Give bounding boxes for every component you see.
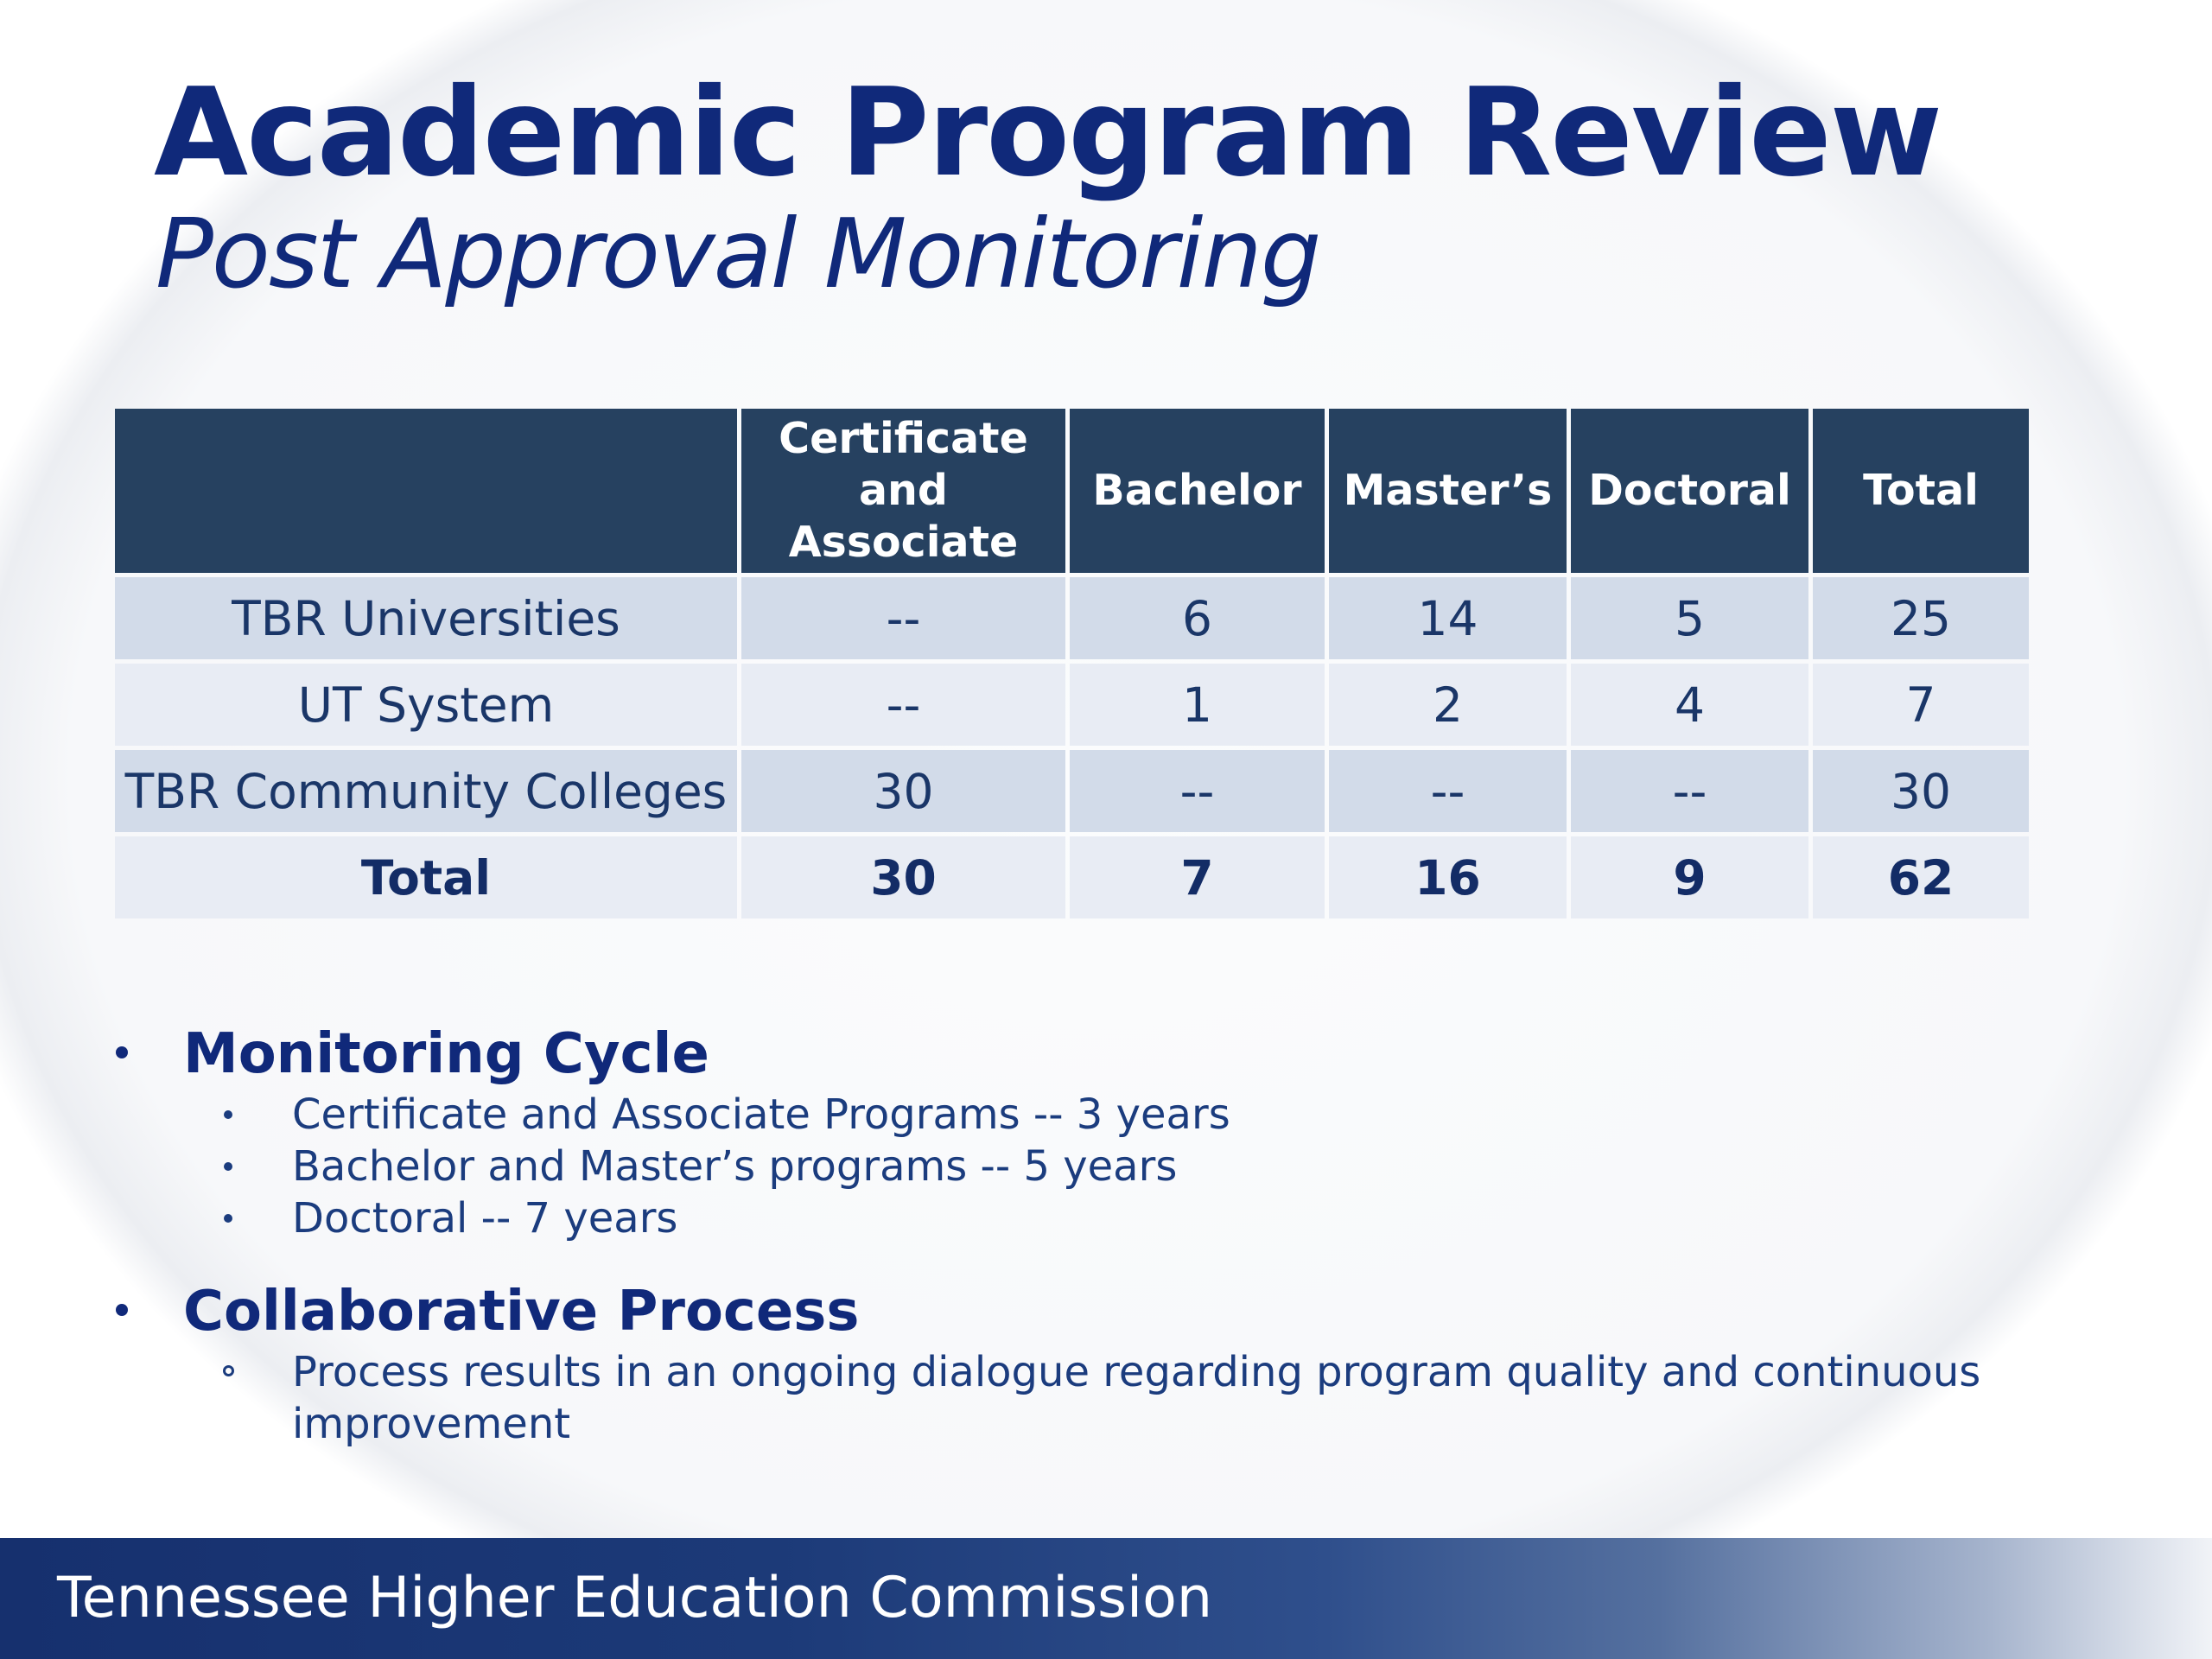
table-cell: --: [741, 664, 1065, 746]
footer-organization-name: Tennessee Higher Education Commission: [57, 1566, 1213, 1630]
bullet-list: [111, 1020, 1981, 1450]
bullet-heading: Collaborative Process: [183, 1280, 860, 1344]
bullet-icon: [224, 1214, 232, 1223]
table-cell: --: [1329, 750, 1567, 832]
list-item: [111, 1089, 1968, 1141]
table-cell: 5: [1571, 577, 1808, 659]
table-cell: 30: [741, 750, 1065, 832]
list-item-text: Certificate and Associate Programs -- 3 years: [292, 1090, 1230, 1139]
header-certificate-associate: Certificate and Associate: [741, 409, 1065, 573]
row-label: TBR Community Colleges: [115, 750, 737, 832]
bullet-icon: [224, 1110, 232, 1119]
table-row: [115, 577, 2029, 659]
slide-subtitle: Post Approval Monitoring: [156, 199, 1320, 310]
bullet-icon: [116, 1304, 128, 1316]
header-empty: [115, 409, 737, 573]
table-cell: 7: [1070, 836, 1325, 918]
table-header-row: [115, 409, 2029, 573]
hollow-bullet-icon: [223, 1365, 234, 1376]
table-cell: 30: [741, 836, 1065, 918]
footer-bar: [0, 1538, 2212, 1659]
table-cell: 16: [1329, 836, 1567, 918]
table-cell: --: [1070, 750, 1325, 832]
header-total: Total: [1813, 409, 2029, 573]
bullet-icon: [116, 1046, 128, 1058]
list-item-text: Doctoral -- 7 years: [292, 1194, 678, 1243]
table-cell: 1: [1070, 664, 1325, 746]
program-table: [111, 404, 2033, 923]
table-cell: --: [741, 577, 1065, 659]
table-cell: --: [1571, 750, 1808, 832]
table-cell: 30: [1813, 750, 2029, 832]
table-total-row: [115, 836, 2029, 918]
header-bachelor: Bachelor: [1070, 409, 1325, 573]
table-cell: 2: [1329, 664, 1567, 746]
header-doctoral: Doctoral: [1571, 409, 1808, 573]
table-cell: 7: [1813, 664, 2029, 746]
table-cell: 6: [1070, 577, 1325, 659]
list-item: [111, 1141, 1968, 1192]
table-row: [115, 664, 2029, 746]
table-cell: 25: [1813, 577, 2029, 659]
slide-title: Academic Program Review: [154, 62, 1942, 204]
list-item-text: Bachelor and Master’s programs -- 5 years: [292, 1142, 1178, 1191]
bullet-icon: [224, 1162, 232, 1171]
list-item: [111, 1346, 2012, 1450]
list-item-text: Process results in an ongoing dialogue regarding program quality and continuous improvement: [292, 1348, 1981, 1448]
header-masters: Master’s: [1329, 409, 1567, 573]
bullet-heading: Monitoring Cycle: [183, 1022, 709, 1086]
row-label: Total: [115, 836, 737, 918]
table-row: [115, 750, 2029, 832]
row-label: TBR Universities: [115, 577, 737, 659]
row-label: UT System: [115, 664, 737, 746]
table-cell: 62: [1813, 836, 2029, 918]
bullet-section-collaborative-process: [111, 1277, 1981, 1450]
table-cell: 4: [1571, 664, 1808, 746]
table-cell: 14: [1329, 577, 1567, 659]
bullet-section-monitoring-cycle: [111, 1020, 1968, 1244]
table-cell: 9: [1571, 836, 1808, 918]
list-item: [111, 1192, 1968, 1244]
